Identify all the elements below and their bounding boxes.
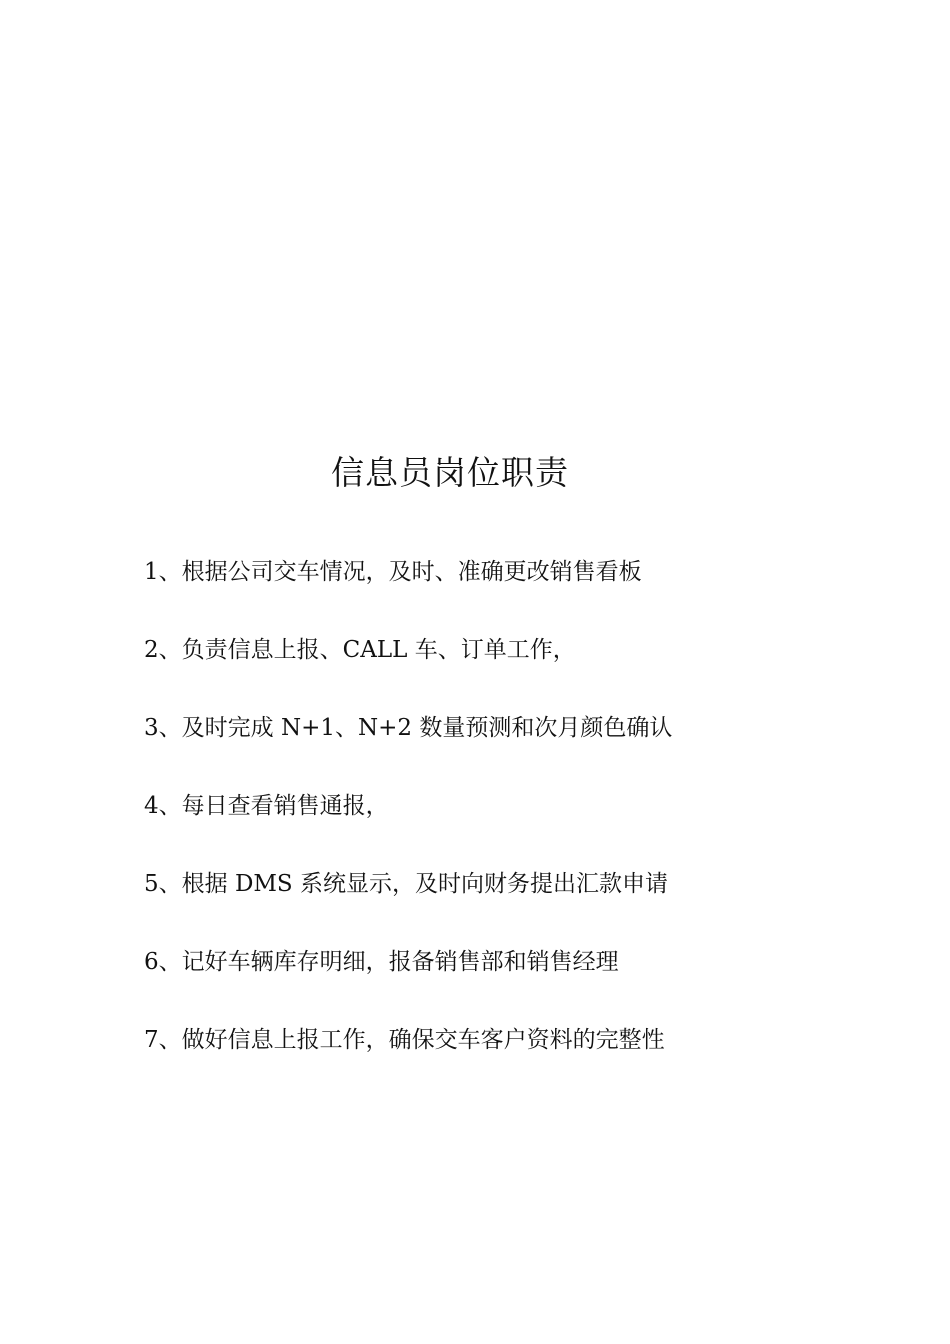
document-title: 信息员岗位职责 [331,453,569,492]
duty-item-7: 7、做好信息上报工作，确保交车客户资料的完整性 [144,1027,665,1053]
duty-item-5: 5、根据 DMS 系统显示，及时向财务提出汇款申请 [144,871,669,897]
duty-item-1: 1、根据公司交车情况，及时、准确更改销售看板 [144,559,642,585]
duty-list [144,552,672,1098]
duty-item-6: 6、记好车辆库存明细，报备销售部和销售经理 [144,949,619,975]
duty-item-4: 4、每日查看销售通报， [144,793,389,819]
duty-item-3: 3、及时完成 N+1、N+2 数量预测和次月颜色确认 [144,715,673,741]
duty-item-2: 2、负责信息上报、CALL 车、订单工作， [144,637,576,663]
